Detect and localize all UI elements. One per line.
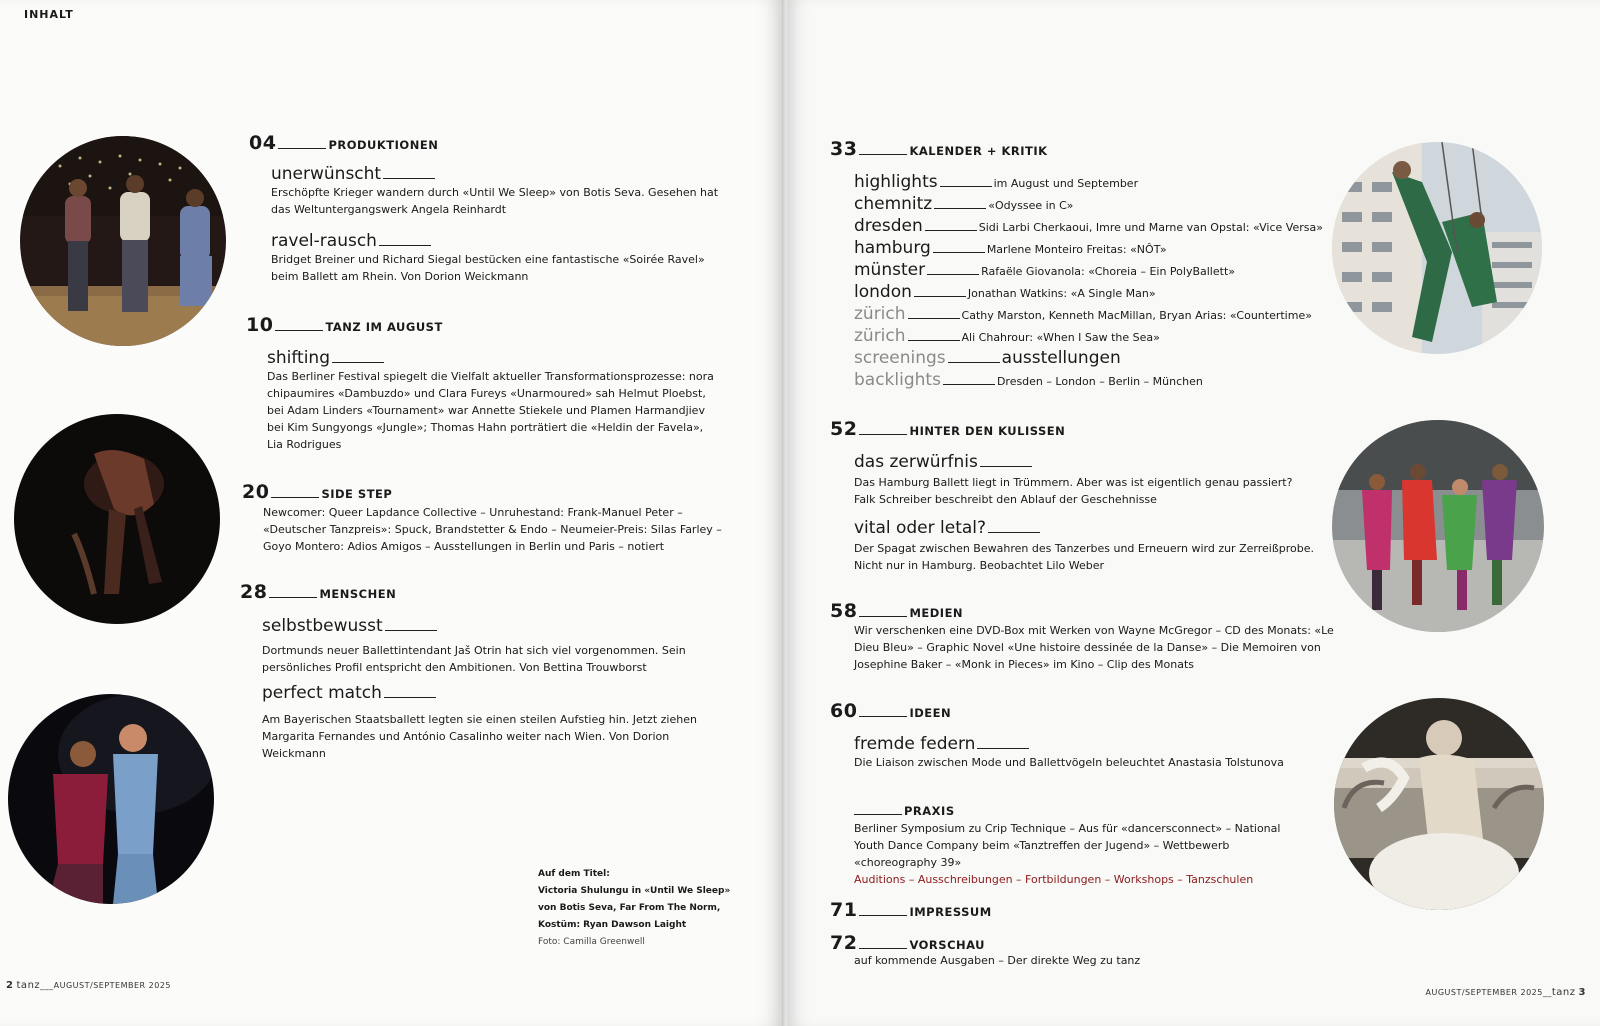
photo-couple-dancers [8, 694, 214, 904]
section-28-menschen[interactable] [240, 581, 396, 603]
section-praxis[interactable] [854, 804, 955, 818]
photo-dancers-building [1332, 142, 1542, 354]
article-title-selbstbewusst[interactable]: selbstbewusst [262, 616, 437, 636]
calendar-item[interactable] [854, 216, 1323, 236]
section-label: PRAXIS [904, 804, 955, 818]
section-10-tanz-im-august[interactable] [246, 314, 443, 336]
section-label: IDEEN [909, 706, 952, 720]
calendar-city: hamburg [854, 238, 931, 258]
calendar-text: Rafaële Giovanola: «Choreia – Ein PolyBallett» [981, 265, 1235, 278]
calendar-text: Sidi Larbi Cherkaoui, Imre und Marne van Opstal: «Vice Versa» [978, 221, 1323, 234]
calendar-city: dresden [854, 216, 923, 236]
article-desc-vorschau: auf kommende Ausgaben – Der direkte Weg zu tanz [854, 954, 1141, 967]
section-label: MENSCHEN [319, 587, 397, 601]
calendar-item[interactable] [854, 260, 1235, 280]
calendar-item[interactable] [854, 348, 1121, 368]
calendar-text: Cathy Marston, Kenneth MacMillan, Bryan Arias: «Countertime» [961, 309, 1312, 322]
photo-woman-swan [1334, 698, 1544, 910]
section-number: 52 [830, 418, 858, 440]
calendar-item[interactable] [854, 172, 1138, 192]
calendar-item[interactable] [854, 304, 1312, 324]
article-desc-fremde-federn: Die Liaison zwischen Mode und Ballettvögeln beleuchtet Anastasia Tolstunova [854, 756, 1284, 769]
section-60-ideen[interactable] [830, 700, 951, 722]
article-desc-shifting: Das Berliner Festival spiegelt die Vielfalt aktueller Transformationsprozesse: nora chipaumires «Dambuzdo» und Clara Fureys «Unarmoured» sah Helmut Ploebst, bei Adam Linders «Tournament» war Annette Stiekele und Plamen Harmandjiev bei Kim Sungyongs «Jungle»; Thomas Hahn porträtiert die «Heldin der Favela», Lia Rodrigues [267, 370, 714, 451]
calendar-text: im August und September [993, 177, 1139, 190]
section-20-side-step[interactable] [242, 481, 392, 503]
praxis-highlight[interactable]: Auditions – Ausschreibungen – Fortbildungen – Workshops – Tanzschulen [854, 873, 1254, 886]
section-number: 28 [240, 581, 268, 603]
article-title-ravel-rausch[interactable]: ravel-rausch [271, 231, 431, 251]
section-71-impressum[interactable] [830, 899, 992, 921]
article-desc-vital-oder-letal: Der Spagat zwischen Bewahren des Tanzerbes und Erneuern wird zur Zerreißprobe. Nicht nur in Hamburg. Beobachtet Lilo Weber [854, 542, 1314, 572]
calendar-item[interactable] [854, 238, 1167, 258]
section-number: 10 [246, 314, 274, 336]
section-label: SIDE STEP [321, 487, 393, 501]
section-label: PRODUKTIONEN [328, 138, 439, 152]
section-label: MEDIEN [909, 606, 964, 620]
section-label: TANZ IM AUGUST [325, 320, 443, 334]
article-title-vital-oder-letal[interactable]: vital oder letal? [854, 518, 1040, 538]
calendar-text: ausstellungen [1001, 348, 1121, 368]
section-58-medien[interactable] [830, 600, 963, 622]
article-title-perfect-match[interactable]: perfect match [262, 683, 436, 703]
section-04-produktionen[interactable] [249, 132, 438, 154]
article-title-shifting[interactable]: shifting [267, 348, 384, 368]
calendar-item[interactable] [854, 370, 1203, 390]
calendar-city: zürich [854, 326, 906, 346]
section-number: 33 [830, 138, 858, 160]
article-desc-unerwuenscht: Erschöpfte Krieger wandern durch «Until We Sleep» von Botis Seva. Gesehen hat das Weltuntergangswerk Angela Reinhardt [271, 186, 719, 216]
calendar-city: backlights [854, 370, 941, 390]
section-label: VORSCHAU [909, 938, 986, 952]
article-title-das-zerwuerfnis[interactable]: das zerwürfnis [854, 452, 1032, 472]
calendar-text: Jonathan Watkins: «A Single Man» [967, 287, 1156, 300]
section-number: 20 [242, 481, 270, 503]
section-label: HINTER DEN KULISSEN [909, 424, 1066, 438]
section-number: 58 [830, 600, 858, 622]
section-52-hinter-den-kulissen[interactable] [830, 418, 1065, 440]
section-number: 72 [830, 932, 858, 954]
right-page [788, 0, 1600, 1026]
calendar-city: screenings [854, 348, 946, 368]
left-page [0, 0, 784, 1026]
calendar-item[interactable] [854, 194, 1073, 214]
calendar-text: Dresden – London – Berlin – München [996, 375, 1203, 388]
section-label: IMPRESSUM [909, 905, 992, 919]
calendar-city: highlights [854, 172, 938, 192]
page-folio-right: AUGUST/SEPTEMBER 2025__tanz 3 [1425, 987, 1586, 998]
article-desc-side-step: Newcomer: Queer Lapdance Collective – Unruhestand: Frank-Manuel Peter – «Deutscher Tanzpreis»: Spuck, Brandstetter & Endo – Neumeier-Preis: Silas Farley – Goyo Montero: Adios Amigos – Ausstellungen in Berlin und Paris – notiert [263, 506, 722, 553]
article-desc-praxis: Berliner Symposium zu Crip Technique – Aus für «dancersconnect» – National Youth Dance Company beim «Tanztreffen der Jugend» – Wettbewerb «choreography 39» Auditions – Ausschreibungen – Fortbildungen – Workshops – Tanzschulen [854, 822, 1281, 886]
section-72-vorschau[interactable] [830, 932, 985, 954]
article-title-fremde-federn[interactable]: fremde federn [854, 734, 1029, 754]
calendar-city: münster [854, 260, 926, 280]
calendar-text: Marlene Monteiro Freitas: «NÔT» [986, 243, 1167, 256]
article-desc-das-zerwuerfnis: Das Hamburg Ballett liegt in Trümmern. Aber was ist eigentlich genau passiert? Falk Schreiber beschreibt den Ablauf der Geschehnisse [854, 476, 1293, 506]
article-title-unerwuenscht[interactable]: unerwünscht [271, 164, 435, 184]
cover-caption: Auf dem Titel: Victoria Shulungu in «Until We Sleep» von Botis Seva, Far From The Norm, Kostüm: Ryan Dawson Laight Foto: Camilla Greenwell [538, 869, 731, 947]
section-number: 60 [830, 700, 858, 722]
section-number: 71 [830, 899, 858, 921]
section-label: KALENDER + KRITIK [909, 144, 1048, 158]
calendar-text: «Odyssee in C» [988, 199, 1074, 212]
section-number: 04 [249, 132, 277, 154]
calendar-text: Ali Chahrour: «When I Saw the Sea» [961, 331, 1160, 344]
photo-colorful-dancers [1332, 420, 1544, 632]
page-header-inhalt: INHALT [24, 8, 74, 21]
article-desc-medien: Wir verschenken eine DVD-Box mit Werken von Wayne McGregor – CD des Monats: «Le Dieu Bleu» – Graphic Novel «Une histoire dessinée de la Danse» – Die Memoiren von Josephine Baker – «Monk in Pieces» im Kino – Clip des Monats [854, 624, 1334, 671]
page-folio-left: 2 tanz___AUGUST/SEPTEMBER 2025 [6, 980, 172, 991]
article-desc-selbstbewusst: Dortmunds neuer Ballettintendant Jaš Otrin hat sich viel vorgenommen. Sein persönliches Profil entspricht den Ambitionen. Von Bettina Trouwborst [262, 644, 686, 674]
section-33-kalender-kritik[interactable] [830, 138, 1048, 160]
article-desc-perfect-match: Am Bayerischen Staatsballett legten sie einen steilen Aufstieg hin. Jetzt ziehen Margarita Fernandes und António Casalinho weiter nach Wien. Von Dorion Weickmann [262, 713, 697, 760]
calendar-city: london [854, 282, 912, 302]
photo-dancer-dark [14, 414, 220, 624]
calendar-city: chemnitz [854, 194, 933, 214]
article-desc-ravel-rausch: Bridget Breiner und Richard Siegal bestücken eine fantastische «Soirée Ravel» beim Ballett am Rhein. Von Dorion Weickmann [271, 253, 705, 283]
calendar-city: zürich [854, 304, 906, 324]
calendar-item[interactable] [854, 326, 1160, 346]
calendar-item[interactable] [854, 282, 1156, 302]
photo-dancers-stage [20, 136, 226, 346]
